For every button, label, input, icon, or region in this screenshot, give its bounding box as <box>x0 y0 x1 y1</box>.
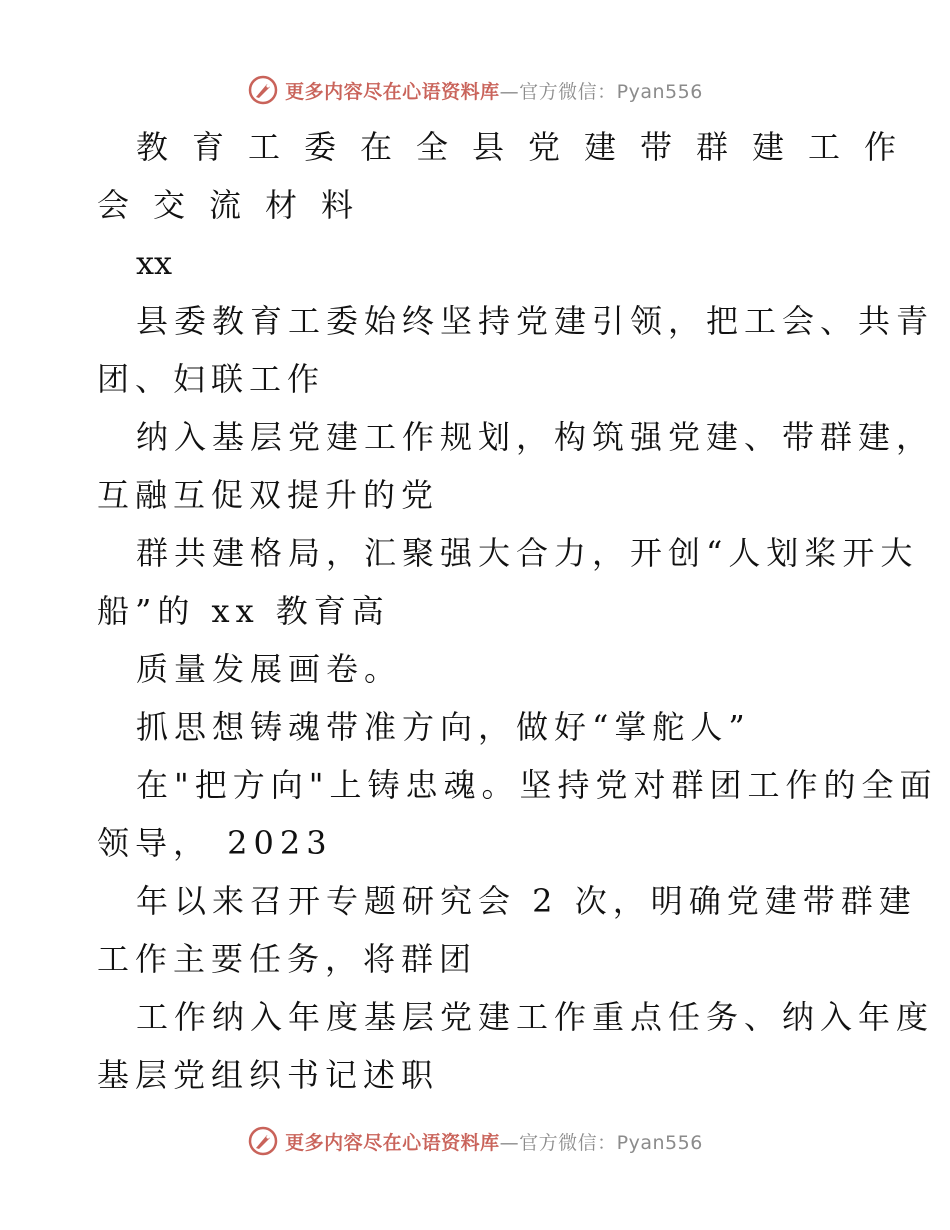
paragraph-line: 船”的 xx 教育高 <box>97 592 390 630</box>
watermark-text: 更多内容尽在心语资料库—官方微信：Pyan556 <box>285 80 703 103</box>
paragraph-line: 领导， 2023 <box>97 824 333 862</box>
paragraph-line: 基层党组织书记述职 <box>97 1056 440 1094</box>
paragraph-line: 在"把方向"上铸忠魂。坚持党对群团工作的全面 <box>136 766 938 804</box>
document-author: xx <box>136 244 173 282</box>
paragraph-line: 年以来召开专题研究会 2 次，明确党建带群建 <box>136 882 917 920</box>
paragraph-line: 工作纳入年度基层党建工作重点任务、纳入年度 <box>136 998 935 1036</box>
watermark-group <box>247 1125 703 1157</box>
paragraph-line: 团、妇联工作 <box>97 360 326 398</box>
paragraph-line: 纳入基层党建工作规划，构筑强党建、带群建， <box>136 418 935 456</box>
document-title-line1: 教育工委在全县党建带群建工作 <box>136 128 921 166</box>
paragraph-line: 工作主要任务，将群团 <box>97 940 478 978</box>
paragraph-line: 群共建格局，汇聚强大合力，开创“人划桨开大 <box>136 534 919 572</box>
paragraph-line: 县委教育工委始终坚持党建引领，把工会、共青 <box>136 302 935 340</box>
pen-nib-logo-icon <box>247 1125 279 1157</box>
paragraph-line: 互融互促双提升的党 <box>97 476 440 514</box>
watermark-text: 更多内容尽在心语资料库—官方微信：Pyan556 <box>285 1131 703 1154</box>
paragraph-line: 质量发展画卷。 <box>136 650 403 688</box>
document-title-line2: 会交流材料 <box>97 186 378 224</box>
section-heading: 抓思想铸魂带准方向，做好“掌舵人” <box>136 708 751 746</box>
footer-watermark <box>0 1121 950 1161</box>
